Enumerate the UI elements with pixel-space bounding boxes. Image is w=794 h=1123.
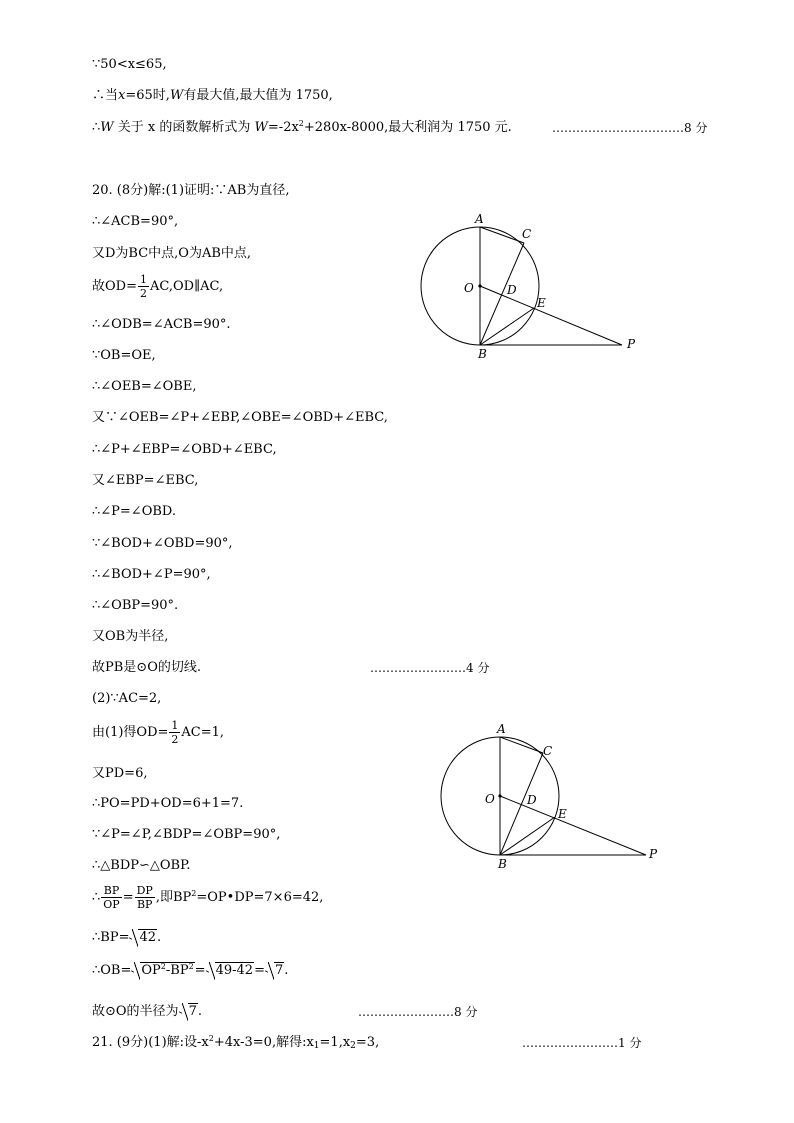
text-line <box>92 884 323 911</box>
text: = <box>122 890 134 905</box>
numerator: 1 <box>171 719 179 732</box>
text-line: 又OB为半径, <box>92 629 169 644</box>
text-line: 故PB是⊙O的切线. <box>92 660 201 675</box>
text: 故OD= <box>92 279 137 294</box>
score-mark: ……………………8 分 <box>358 1005 478 1019</box>
question-header <box>92 1034 379 1052</box>
text-line: ∵∠P=∠P,∠BDP=∠OBP=90°, <box>92 827 281 842</box>
segment-ac <box>480 227 524 243</box>
text: ∴OB= <box>92 963 132 978</box>
text-line: 又PD=6, <box>92 766 148 781</box>
text-line: 又D为BC中点,O为AB中点, <box>92 246 252 261</box>
text-line: ∴∠P=∠OBD. <box>92 504 176 519</box>
fraction <box>101 884 121 911</box>
text-line: 又∵∠OEB=∠P+∠EBP,∠OBE=∠OBD+∠EBC, <box>92 410 388 425</box>
text: 2 <box>298 119 304 128</box>
text-line: ∵∠BOD+∠OBD=90°, <box>92 536 233 551</box>
denominator: OP <box>103 898 120 911</box>
text-line: 又∠EBP=∠EBC, <box>92 473 199 488</box>
label-b: B <box>478 347 487 361</box>
label-o: O <box>464 281 474 295</box>
text: W <box>254 120 268 135</box>
label-c: C <box>543 744 553 758</box>
text: -BP <box>165 963 189 978</box>
label-e: E <box>558 807 567 821</box>
geometry-figure-1 <box>412 212 644 364</box>
label-a: A <box>475 212 484 226</box>
text-line <box>92 929 161 947</box>
text: =-2x <box>267 120 299 135</box>
denominator: 2 <box>139 287 147 300</box>
text-line: ∴∠OBP=90°. <box>92 598 179 613</box>
segment-ac <box>500 737 543 753</box>
fraction <box>135 884 155 911</box>
text-line <box>92 273 223 300</box>
text-line: ∴∠P+∠EBP=∠OBD+∠EBC, <box>92 442 277 457</box>
text-line: ∴∠OEB=∠OBE, <box>92 379 197 394</box>
text-line: ∴∠BOD+∠P=90°, <box>92 567 211 582</box>
text-line: ∵OB=OE, <box>92 348 156 363</box>
text: x <box>118 88 126 103</box>
text: ∴ <box>92 120 101 135</box>
label-e: E <box>537 296 546 310</box>
text: W <box>169 88 184 103</box>
text: W <box>100 120 114 135</box>
label-d: D <box>527 793 537 807</box>
sqrt <box>265 962 284 980</box>
text: . <box>157 930 162 945</box>
text-line <box>92 962 288 980</box>
text-line: ∴△BDP∽△OBP. <box>92 858 191 873</box>
text-line: ∴PO=PD+OD=6+1=7. <box>92 796 244 811</box>
text: =65时, <box>125 88 170 103</box>
text: = <box>254 963 265 978</box>
numerator: DP <box>136 884 153 897</box>
text: 2 <box>208 1034 214 1043</box>
sqrt <box>179 1003 198 1021</box>
denominator: 2 <box>171 733 179 746</box>
text: =1,x <box>319 1035 351 1050</box>
text: 关于 x 的函数解析式为 <box>113 120 255 135</box>
text-line <box>92 719 224 746</box>
score-mark: ……………………4 分 <box>370 661 490 675</box>
text-line: (2)∵AC=2, <box>92 691 162 706</box>
label-p: P <box>649 847 658 861</box>
sqrt <box>206 962 254 980</box>
label-p: P <box>627 337 636 351</box>
text: 21. (9分)(1)解:设-x <box>92 1035 209 1050</box>
radicand: 49-42 <box>215 963 254 978</box>
numerator: 1 <box>139 273 147 286</box>
denominator: BP <box>136 898 153 911</box>
text: ,即BP <box>155 890 192 905</box>
text: OP <box>141 963 161 978</box>
center-point <box>498 794 501 797</box>
score-mark: ……………………1 分 <box>522 1036 642 1050</box>
label-a: A <box>497 722 506 736</box>
question-header: 20. (8分)解:(1)证明:∵AB为直径, <box>92 183 290 198</box>
text: AC=1, <box>181 725 225 740</box>
text: 2 <box>160 962 166 971</box>
radicand: 42 <box>139 930 157 945</box>
text-line <box>92 119 512 137</box>
text: = <box>194 963 206 978</box>
text: =OP•DP=7×6=42, <box>196 890 324 905</box>
text: ∴BP= <box>92 930 130 945</box>
label-c: C <box>522 227 532 241</box>
radicand <box>140 962 194 978</box>
fraction <box>169 719 180 746</box>
text-line <box>92 87 333 105</box>
text: ∴当 <box>92 88 119 103</box>
radicand: 7 <box>188 1004 197 1019</box>
radicand: 7 <box>274 963 284 978</box>
sqrt <box>131 962 194 980</box>
score-mark: ……………………………8 分 <box>552 121 708 135</box>
text: =3, <box>355 1035 380 1050</box>
text-line <box>92 1003 202 1021</box>
label-o: O <box>485 792 495 806</box>
text: 2 <box>188 962 194 971</box>
center-point <box>478 284 481 287</box>
text: +4x-3=0,解得:x <box>213 1035 314 1050</box>
text: 有最大值,最大值为 1750, <box>183 88 333 103</box>
segment-op <box>480 286 622 345</box>
text-line: ∵50<x≤65, <box>92 57 167 72</box>
label-d: D <box>507 283 517 297</box>
text: 2 <box>350 1041 356 1051</box>
text: ∴ <box>92 890 101 905</box>
geometry-figure-2 <box>434 721 666 873</box>
text: 由(1)得OD= <box>92 725 169 740</box>
text: 1 <box>313 1041 320 1051</box>
text: . <box>284 963 289 978</box>
numerator: BP <box>101 884 121 898</box>
fraction <box>138 273 149 300</box>
text-line: ∴∠ODB=∠ACB=90°. <box>92 317 231 332</box>
text: 故⊙O的半径为 <box>92 1004 179 1019</box>
segment-op <box>500 796 646 855</box>
label-b: B <box>498 857 507 871</box>
text: +280x-8000,最大利润为 1750 元. <box>303 120 512 135</box>
sqrt <box>129 929 157 947</box>
text-line: ∴∠ACB=90°, <box>92 214 179 229</box>
text: 2 <box>191 889 197 898</box>
text: . <box>197 1004 202 1019</box>
text: AC,OD∥AC, <box>149 279 224 294</box>
